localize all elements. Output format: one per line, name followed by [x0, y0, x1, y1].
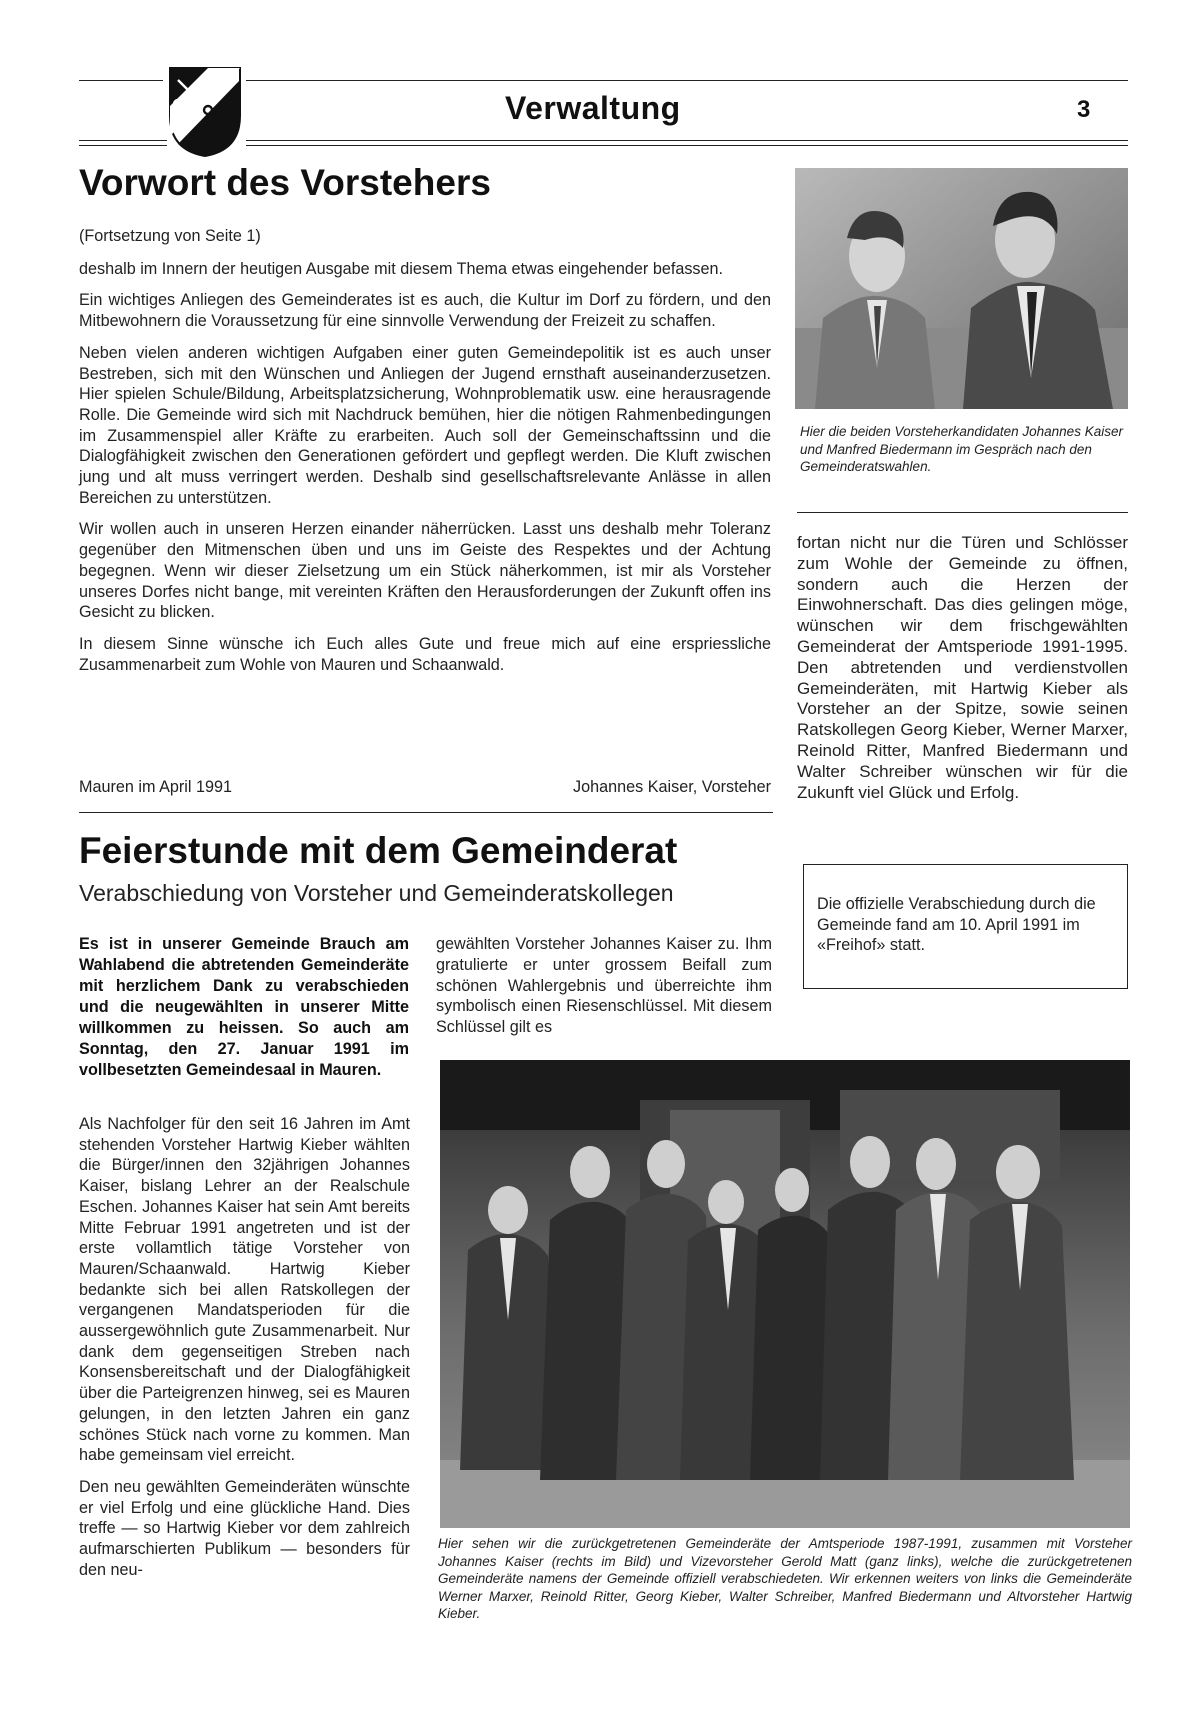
- paragraph: deshalb im Innern der heutigen Ausgabe mit diesem Thema etwas eingehender befassen.: [79, 259, 724, 278]
- header-rule-left-bottom: [79, 140, 167, 141]
- signature: Johannes Kaiser, Vorsteher: [573, 778, 771, 796]
- article-title-feierstunde: Feierstunde mit dem Gemeinderat: [79, 830, 678, 871]
- right-column-divider: [797, 512, 1128, 513]
- paragraph: In diesem Sinne wünsche ich Euch alles Gute und freue mich auf eine erspriessliche Zusammenarbeit zum Wohle von Mauren und Schaanwald.: [79, 634, 771, 674]
- header-rule-left-bottom-2: [79, 145, 167, 146]
- photo-two-candidates: [795, 168, 1128, 409]
- header-rule-right-bottom-2: [246, 145, 1128, 146]
- photo-caption-group: Hier sehen wir die zurückgetretenen Gemeinderäte der Amtsperiode 1987-1991, zusammen mit Vorsteher Johannes Kaiser (rechts im Bild) und Vizevorsteher Gerold Matt (ganz links), welche die zurückgetretenen Gemeinderäte namens der Gemeinde offiziell verabschiedeten. Wir erkennen weiters von links die Gemeinderäte Werner Marxer, Reinold Ritter, Georg Kieber, Walter Schreiber, Manfred Biedermann und Altvorsteher Hartwig Kieber.: [438, 1536, 1132, 1621]
- article-subtitle: Verabschiedung von Vorsteher und Gemeinderatskollegen: [79, 880, 674, 906]
- article2-body-middle: gewählten Vorsteher Johannes Kaiser zu. Ihm gratulierte er unter grossem Beifall zum schönen Wahlergebnis und überreichte ihm symbolisch einen Riesenschlüssel. Mit diesem Schlüssel gilt es: [436, 935, 772, 1037]
- photo-caption-candidates: Hier die beiden Vorsteherkandidaten Johannes Kaiser und Manfred Biedermann im Gespräch nach den Gemeinderatswahlen.: [800, 424, 1123, 474]
- page-number: 3: [1077, 96, 1091, 123]
- municipal-crest-icon: [168, 66, 242, 158]
- continuation-note: (Fortsetzung von Seite 1): [79, 227, 261, 245]
- header-rule-right-bottom: [246, 140, 1128, 141]
- section-title: Verwaltung: [505, 90, 681, 126]
- paragraph: Neben vielen anderen wichtigen Aufgaben einer guten Gemeindepolitik ist es auch unser Bestreben, sich mit den Wünschen und Anliegen der Jugend ernsthaft auseinanderzusetzen. Hier spielen Schule/Bildung, Arbeitsplatzsicherung, Wohnproblematik usw. eine herausragende Rolle. Die Gemeinde wird sich mit Nachdruck bemühen, hier die nötigen Rahmenbedingungen im Zusammenspiel aller Kräfte zu erarbeiten. Auch soll der Gemeinschaftssinn und die Dialogfähigkeit zwischen den Generationen gefördert und gepflegt werden. Die Kluft zwischen jung und alt muss verringert werden. Deshalb sind gesellschaftsrelevante Anlässe in allen Bereichen zu unterstützen.: [79, 343, 771, 507]
- header-rule-right-top: [246, 80, 1128, 81]
- photo-group-council: [440, 1060, 1130, 1528]
- paragraph: Den neu gewählten Gemeinderäten wünschte er viel Erfolg und eine glückliche Hand. Dies treffe — so Hartwig Kieber vor dem zahlreich aufmarschierten Publikum — besonders für den neu-: [79, 1477, 410, 1579]
- article-lead: Es ist in unserer Gemeinde Brauch am Wahlabend die abtretenden Gemeinderäte mit herzlichem Dank zu verabschieden und die neugewählten in unserer Mitte willkommen zu heissen. So auch am Sonntag, den 27. Januar 1991 im vollbesetzten Gemeindesaal in Mauren.: [79, 935, 409, 1079]
- paragraph: Ein wichtiges Anliegen des Gemeinderates ist es auch, die Kultur im Dorf zu fördern, und den Mitbewohnern die Voraussetzung für eine sinnvolle Verwendung der Freizeit zu schaffen.: [79, 291, 771, 331]
- article-continuation-right: fortan nicht nur die Türen und Schlösser zum Wohle der Gemeinde zu öffnen, sondern auch die Herzen der Einwohnerschaft. Das dies gelingen möge, wünschen wir dem frischgewählten Gemeinderat der Amtsperiode 1991-1995. Den abtretenden und verdienstvollen Gemeinderäten, mit Hartwig Kieber als Vorsteher an der Spitze, sowie seinen Ratskollegen Georg Kieber, Werner Marxer, Reinold Ritter, Manfred Biedermann und Walter Schreiber wünschen wir für die Zukunft viel Glück und Erfolg.: [797, 533, 1128, 802]
- info-box-text: Die offizielle Verabschiedung durch die Gemeinde fand am 10. April 1991 im «Freihof» statt.: [817, 895, 1096, 954]
- place-date: Mauren im April 1991: [79, 778, 232, 796]
- paragraph: Wir wollen auch in unseren Herzen einander näherrücken. Lasst uns deshalb mehr Toleranz gegenüber den Mitmenschen üben und uns im Geiste des Respektes und der Achtung begegnen. Wenn wir dieser Zielsetzung um ein Stück näherkommen, ist mir als Vorsteher unseres Dorfes nicht bange, mit vereinten Kräften den Herausforderungen der Zukunft offen ins Gesicht zu blicken.: [79, 520, 771, 622]
- info-box: [803, 864, 1128, 989]
- article1-body: [79, 226, 771, 686]
- article2-body-left: [79, 1114, 410, 1591]
- article-title-vorwort: Vorwort des Vorstehers: [79, 162, 491, 203]
- header-rule-left-top: [79, 80, 163, 81]
- article-divider: [79, 812, 773, 813]
- paragraph: Als Nachfolger für den seit 16 Jahren im Amt stehenden Vorsteher Hartwig Kieber wählten die Bürger/innen den 32jährigen Johannes Kaiser, bislang Lehrer an der Realschule Eschen. Johannes Kaiser hat sein Amt bereits Mitte Februar 1991 angetreten und ist der erste vollamtlich tätige Vorsteher von Mauren/Schaanwald. Hartwig Kieber bedankte sich bei allen Ratskollegen der vergangenen Mandatsperioden für die aussergewöhnlich gute Zusammenarbeit. Nur dank dem gegenseitigen Streben nach Konsensbereitschaft und der Dialogfähigkeit über die Parteigrenzen hinweg, sei es Mauren gelungen, in den letzten Jahren ein ganz schönes Stück nach vorne zu kommen. Man habe gemeinsam viel erreicht.: [79, 1115, 410, 1465]
